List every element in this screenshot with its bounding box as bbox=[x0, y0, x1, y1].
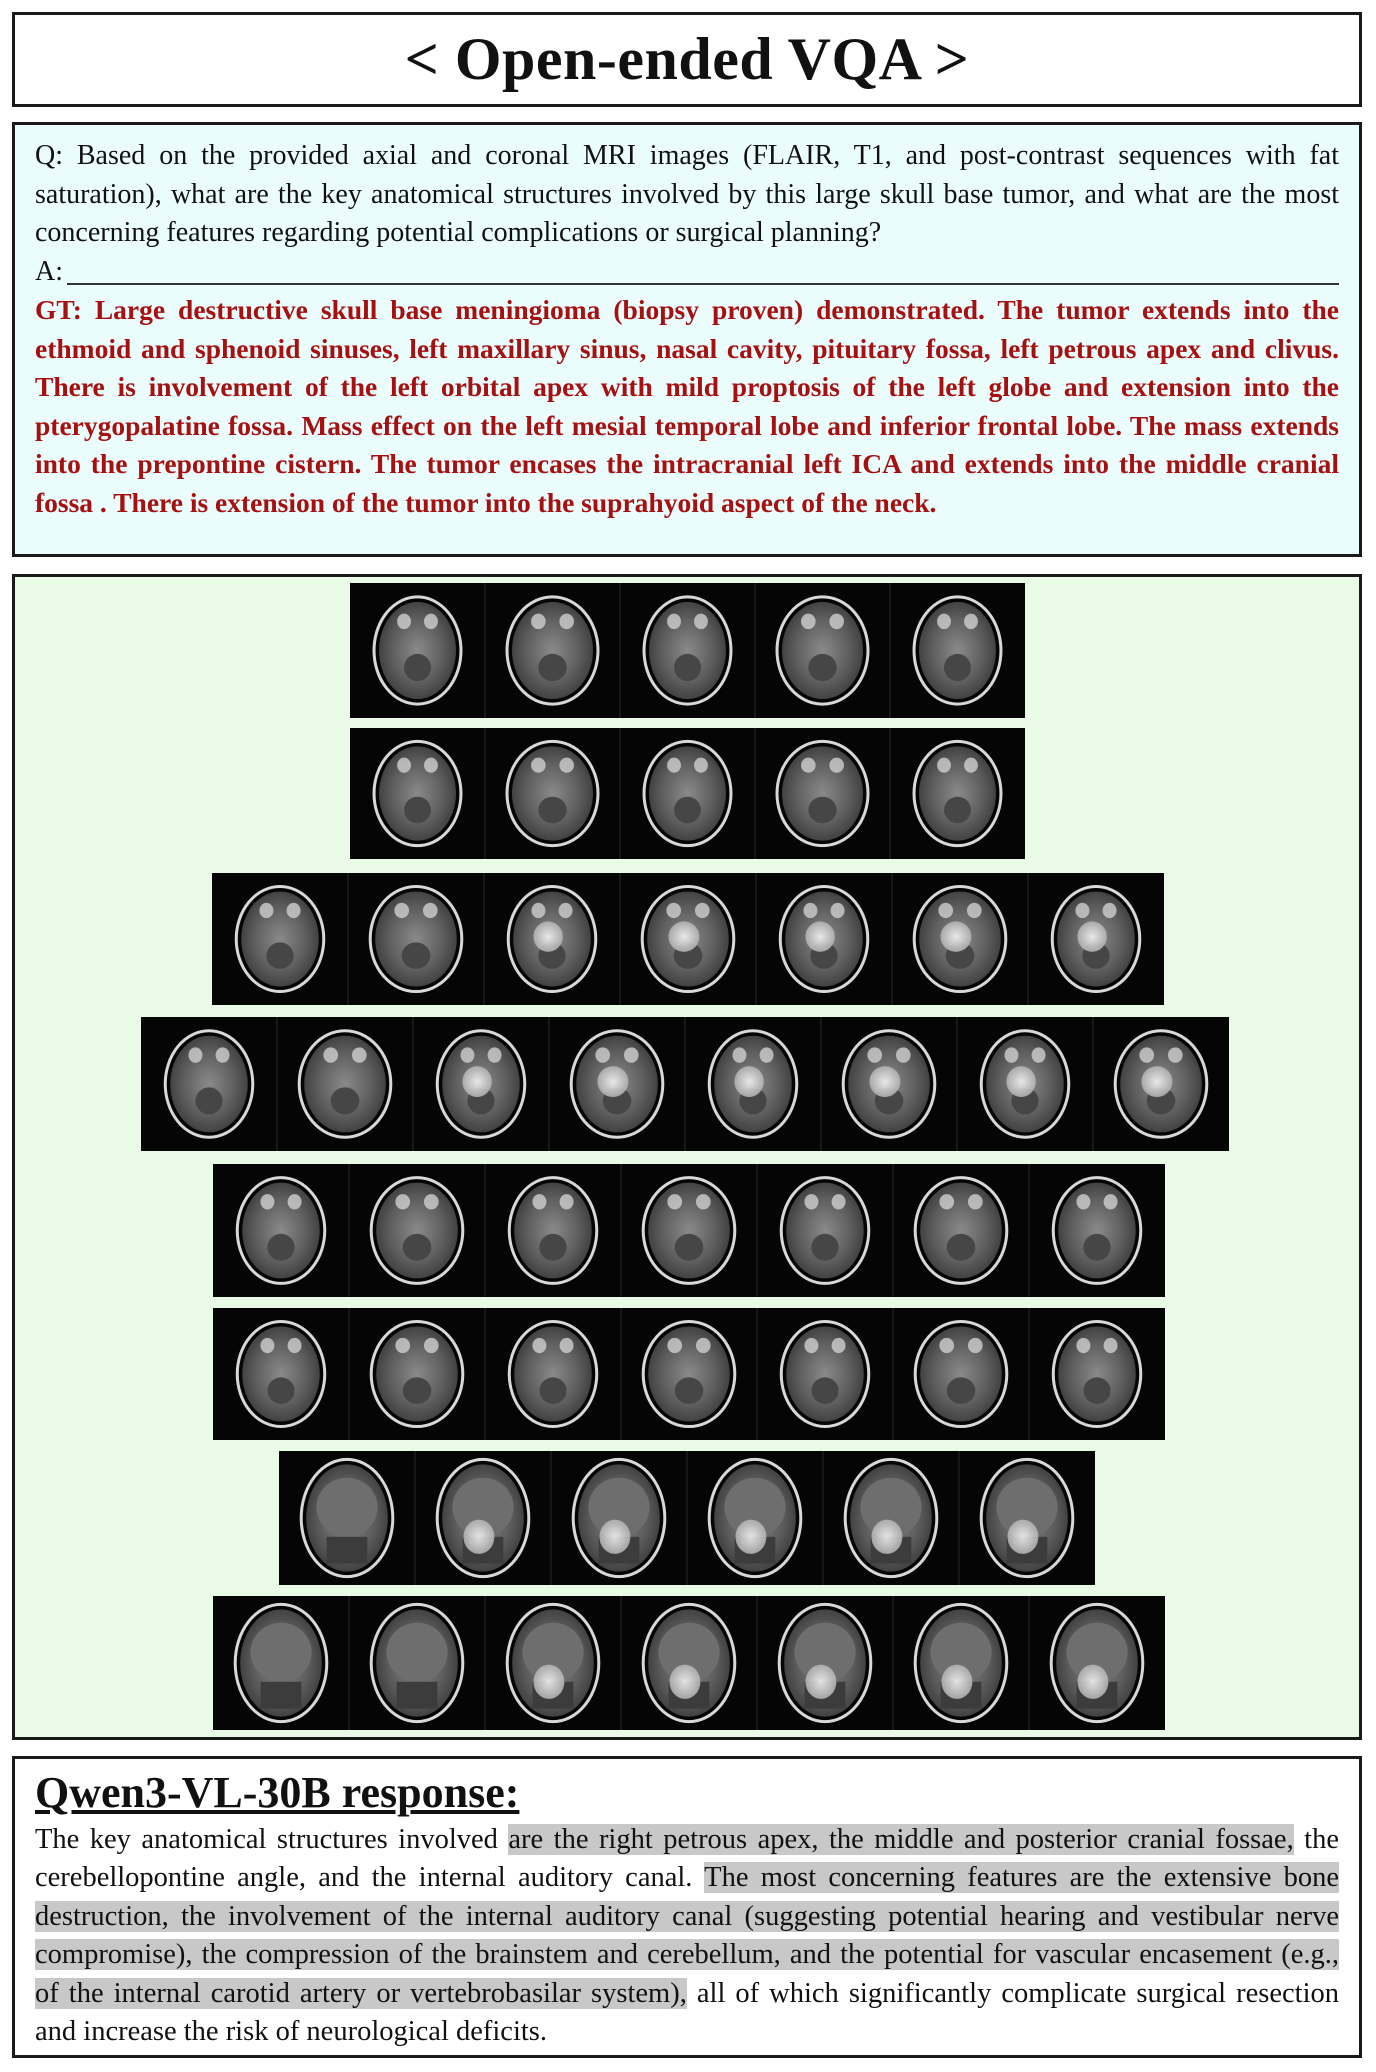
question-answer-box bbox=[12, 122, 1362, 557]
mri-strip-flair-axial bbox=[350, 583, 1025, 718]
mri-strip-t1-axial bbox=[213, 1164, 1165, 1297]
mri-slice bbox=[301, 1459, 393, 1576]
answer-line bbox=[35, 253, 1339, 292]
mri-slice bbox=[374, 597, 461, 704]
response-segment: The key anatomical structures involved bbox=[35, 1824, 509, 1855]
mri-image-panel bbox=[12, 574, 1362, 1740]
response-heading: Qwen3-VL-30B response: bbox=[35, 1768, 520, 1817]
response-segment: the cerebellopontine angle, and the internal auditory canal. bbox=[35, 1824, 1339, 1894]
ground-truth-text: GT: Large destructive skull base meningioma (biopsy proven) demonstrated. The tumor extends into the ethmoid and sphenoid sinuses, left maxillary sinus, nasal cavity, pituitary fossa, left petrous apex and clivus. There is involvement of the left orbital apex with mild proptosis of the left globe and extension into the pterygopalatine fossa. Mass effect on the left mesial temporal lobe and inferior frontal lobe. The mass extends into the prepontine cistern. The tumor encases the intracranial left ICA and extends into the middle cranial fossa . There is extension of the tumor into the suprahyoid aspect of the neck. bbox=[35, 294, 1339, 518]
mri-strip-coronal-t1 bbox=[279, 1451, 1095, 1585]
highlighted-response-segment: are the right petrous apex, the middle and posterior cranial fossae, bbox=[508, 1824, 1294, 1855]
mri-montage bbox=[15, 577, 1359, 1737]
page-title: < Open-ended VQA > bbox=[404, 26, 970, 92]
answer-label: A: bbox=[35, 255, 63, 287]
mri-slice bbox=[236, 886, 324, 991]
answer-blank bbox=[67, 255, 1339, 285]
mri-strip-t1-axial-upper bbox=[213, 1308, 1165, 1440]
mri-slice bbox=[237, 1321, 325, 1426]
mri-slice bbox=[237, 1178, 325, 1284]
response-text bbox=[35, 1821, 1339, 2051]
mri-strip-coronal-postcontrast bbox=[213, 1596, 1165, 1730]
title-box bbox=[12, 12, 1362, 107]
mri-strip-postcontrast-axial-fatsat bbox=[141, 1017, 1229, 1151]
mri-strip-t2-axial bbox=[350, 728, 1025, 859]
model-response-box bbox=[12, 1756, 1362, 2058]
response-segment: all of which significantly complicate surgical resection and increase the risk of neurological deficits. bbox=[35, 1977, 1339, 2048]
mri-slice bbox=[165, 1031, 253, 1137]
highlighted-response-segment: The most concerning features are the extensive bone destruction, the involvement of the internal auditory canal (suggesting potential hearing and vestibular nerve compromise), the compression of the brainstem and cerebellum, and the potential for vascular encasement (e.g., of the internal carotid artery or vertebrobasilar system), bbox=[35, 1862, 1339, 2009]
question-text: Q: Based on the provided axial and coronal MRI images (FLAIR, T1, and post-contrast sequences with fat saturation), what are the key anatomical structures involved by this large skull base tumor, and what are the most concerning features regarding potential complications or surgical planning? bbox=[35, 140, 1339, 248]
mri-slice bbox=[235, 1604, 327, 1721]
mri-slice bbox=[374, 741, 461, 845]
mri-strip-t1-axial-lower bbox=[212, 873, 1164, 1005]
